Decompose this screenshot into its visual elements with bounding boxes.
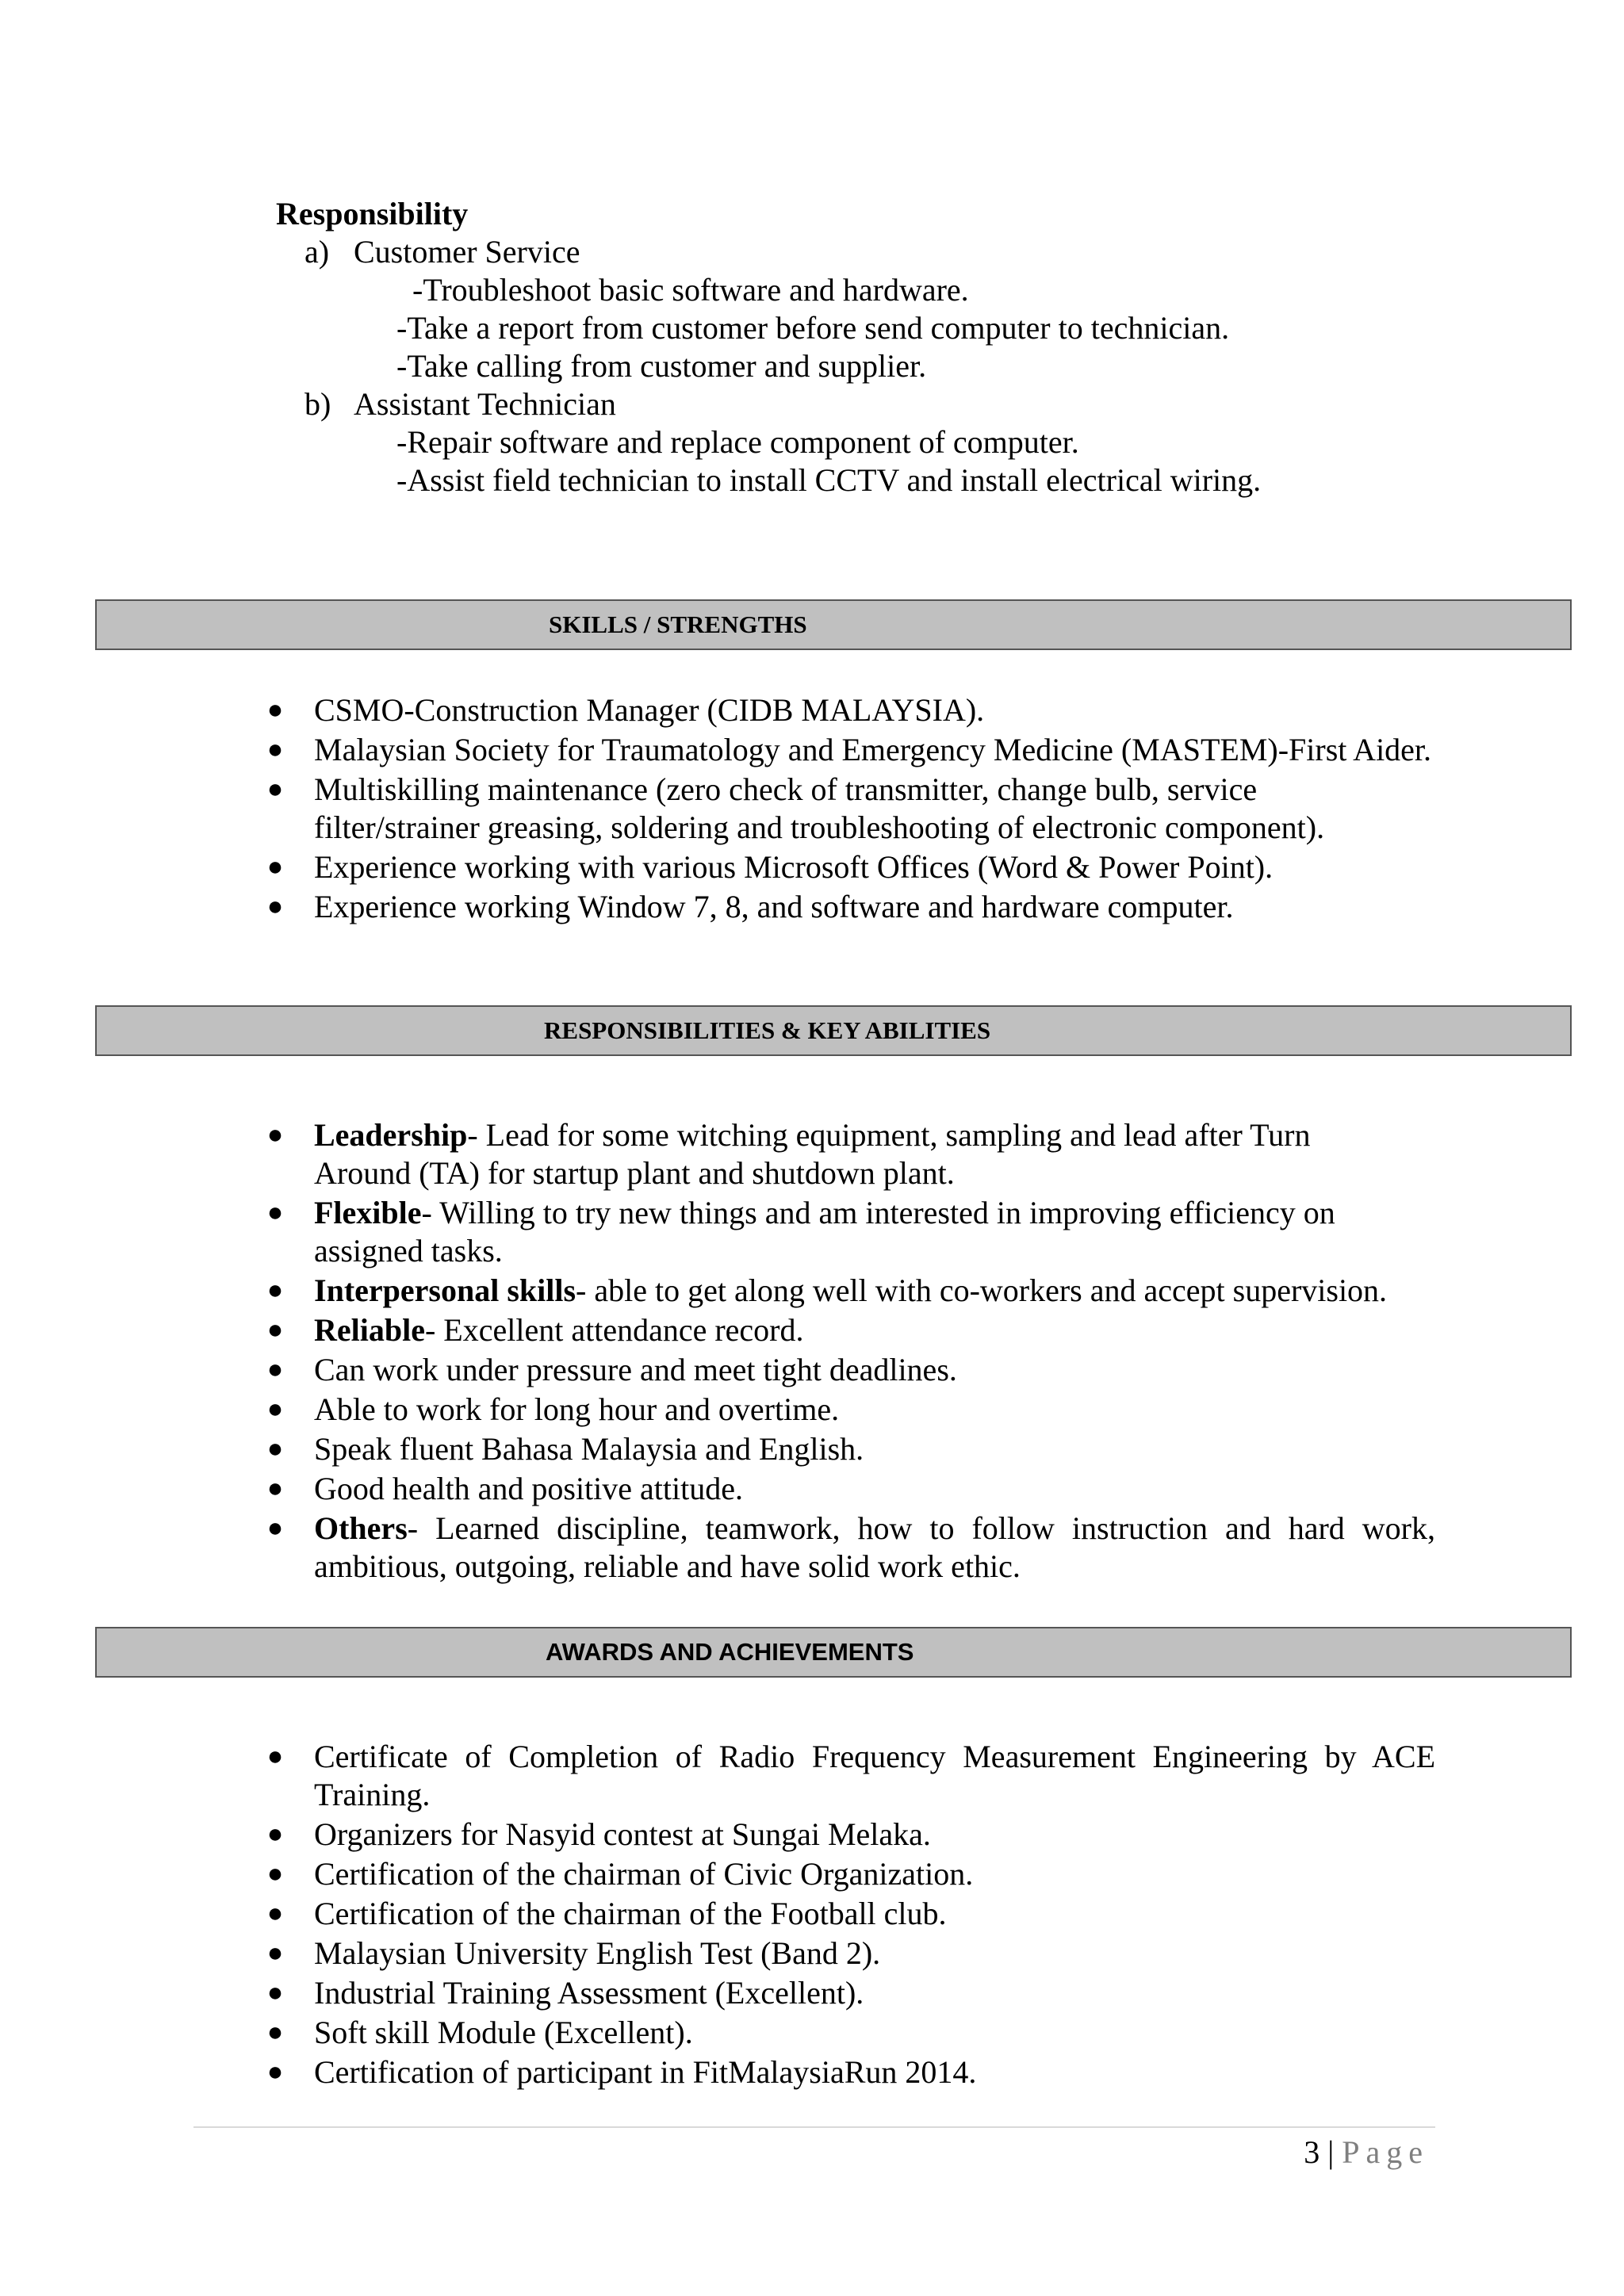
bullet-icon: ●: [266, 892, 284, 921]
page-separator: |: [1327, 2134, 1335, 2170]
awards-section-title: AWARDS AND ACHIEVEMENTS: [546, 1638, 914, 1666]
abilities-section-title: RESPONSIBILITIES & KEY ABILITIES: [544, 1016, 991, 1044]
bullet-icon: ●: [266, 1315, 284, 1345]
bullet-icon: ●: [266, 2018, 284, 2047]
list-item: ● Organizers for Nasyid contest at Sungai Melaka.: [262, 1816, 1435, 1854]
list-item: ● Interpersonal skills- able to get along well with co-workers and accept supervision.: [262, 1272, 1435, 1310]
bullet-icon: ●: [266, 1355, 284, 1384]
bullet-icon: ●: [266, 852, 284, 882]
bullet-icon: ●: [266, 1978, 284, 2007]
list-item: ● Certification of the chairman of the Football club.: [262, 1895, 1435, 1933]
list-item: ● Can work under pressure and meet tight deadlines.: [262, 1351, 1435, 1389]
bullet-icon: ●: [266, 1513, 284, 1543]
list-item: ● Others- Learned discipline, teamwork, how to follow instruction and hard work, ambitious, outgoing, reliable and have solid work ethic.: [262, 1510, 1435, 1586]
responsibility-b-item: -Assist field technician to install CCTV and install electrical wiring.: [396, 462, 1262, 498]
responsibility-a-title: Customer Service: [354, 234, 580, 270]
responsibility-b-item: -Repair software and replace component of computer.: [396, 424, 1079, 460]
bullet-icon: ●: [266, 735, 284, 764]
abilities-list: [262, 1116, 1435, 1587]
list-item: ● Able to work for long hour and overtime.: [262, 1391, 1435, 1429]
page-number: 3: [1304, 2134, 1320, 2170]
bullet-icon: ●: [266, 1395, 284, 1424]
bullet-icon: ●: [266, 1198, 284, 1227]
page-label: Page: [1342, 2134, 1429, 2170]
page-footer: [1304, 2133, 1429, 2172]
list-item: ● Leadership- Lead for some witching equipment, sampling and lead after Turn Around (TA) for startup plant and shutdown plant.: [262, 1116, 1435, 1192]
list-item: ● Certification of the chairman of Civic Organization.: [262, 1855, 1435, 1893]
list-item: ● Soft skill Module (Excellent).: [262, 2014, 1435, 2052]
bullet-icon: ●: [266, 1859, 284, 1888]
list-item: ● Certification of participant in FitMalaysiaRun 2014.: [262, 2053, 1435, 2091]
responsibility-a-item: -Take a report from customer before send computer to technician.: [396, 310, 1230, 346]
skills-section-header: [95, 599, 1572, 650]
list-item: ● Industrial Training Assessment (Excellent).: [262, 1974, 1435, 2012]
abilities-section-header: [95, 1005, 1572, 1056]
bullet-icon: ●: [266, 775, 284, 804]
footer-divider: [193, 2126, 1435, 2128]
bullet-icon: ●: [266, 695, 284, 725]
responsibility-b-marker: b): [304, 386, 331, 422]
list-item: ● Good health and positive attitude.: [262, 1470, 1435, 1508]
bullet-icon: ●: [266, 1434, 284, 1464]
list-item: ● Experience working Window 7, 8, and software and hardware computer.: [262, 888, 1435, 926]
list-item: ● Experience working with various Microsoft Offices (Word & Power Point).: [262, 848, 1435, 886]
responsibility-a-item: -Take calling from customer and supplier.: [396, 348, 927, 384]
list-item: ● Reliable- Excellent attendance record.: [262, 1311, 1435, 1349]
list-item: ● Malaysian University English Test (Band 2).: [262, 1934, 1435, 1973]
responsibility-a-marker: a): [304, 234, 330, 270]
bullet-icon: ●: [266, 1120, 284, 1150]
responsibility-title: Responsibility: [276, 196, 469, 232]
list-item: ● Flexible- Willing to try new things and am interested in improving efficiency on assigned tasks.: [262, 1194, 1435, 1270]
skills-section-title: SKILLS / STRENGTHS: [549, 610, 807, 638]
awards-list: [262, 1738, 1435, 2093]
bullet-icon: ●: [266, 1899, 284, 1928]
responsibility-a-item: -Troubleshoot basic software and hardware.: [412, 272, 969, 308]
list-item: ● Speak fluent Bahasa Malaysia and English.: [262, 1430, 1435, 1468]
list-item: ● Certificate of Completion of Radio Frequency Measurement Engineering by ACE Training.: [262, 1738, 1435, 1814]
bullet-icon: ●: [266, 1938, 284, 1968]
bullet-icon: ●: [266, 1820, 284, 1849]
responsibility-b-title: Assistant Technician: [354, 386, 616, 422]
awards-section-header: [95, 1627, 1572, 1678]
skills-list: [262, 691, 1435, 928]
list-item: ● CSMO-Construction Manager (CIDB MALAYSIA).: [262, 691, 1435, 729]
bullet-icon: ●: [266, 1742, 284, 1771]
list-item: ● Multiskilling maintenance (zero check of transmitter, change bulb, service filter/strainer greasing, soldering and troubleshooting of electronic component).: [262, 771, 1435, 847]
bullet-icon: ●: [266, 1474, 284, 1503]
bullet-icon: ●: [266, 2057, 284, 2087]
bullet-icon: ●: [266, 1276, 284, 1305]
list-item: ● Malaysian Society for Traumatology and Emergency Medicine (MASTEM)-First Aider.: [262, 731, 1435, 769]
